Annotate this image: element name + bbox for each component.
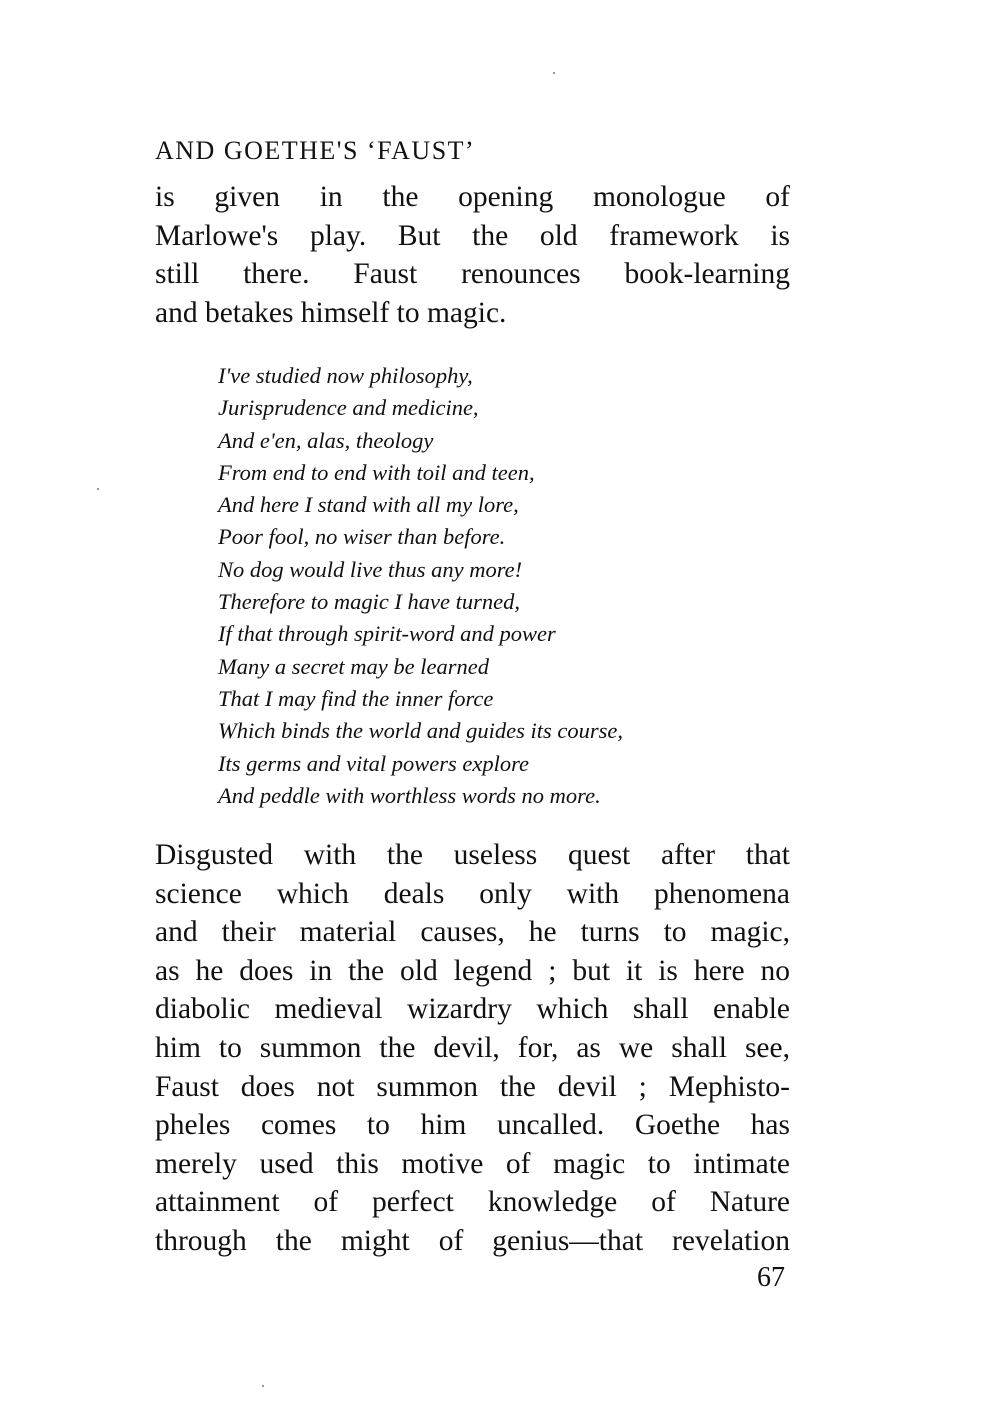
- text-line: him to summon the devil, for, as we shall see,: [155, 1031, 790, 1064]
- verse-line: From end to end with toil and teen,: [218, 459, 535, 485]
- verse-line: Therefore to magic I have turned,: [218, 589, 521, 615]
- text-line: Marlowe's play. But the old framework is: [155, 219, 790, 252]
- text-line: Disgusted with the useless quest after that: [155, 839, 790, 871]
- verse-line: And e'en, alas, theology: [218, 427, 434, 453]
- text-line: Faust does not summon the devil ; Mephisto-: [155, 1070, 790, 1103]
- verse-line: And here I stand with all my lore,: [218, 492, 519, 518]
- paragraph-2: [155, 836, 790, 1261]
- verse-line: Many a secret may be learned: [218, 653, 489, 679]
- verse-line: Which binds the world and guides its course,: [218, 718, 623, 744]
- verse-line: That I may find the inner force: [218, 685, 494, 711]
- verse-quotation: [218, 360, 623, 812]
- text-line: pheles comes to him uncalled. Goethe has: [155, 1109, 790, 1142]
- scan-speck: [553, 72, 555, 74]
- text-line: as he does in the old legend ; but it is here no: [155, 954, 790, 987]
- text-line: and betakes himself to magic.: [155, 296, 507, 329]
- text-line: diabolic medieval wizardry which shall enable: [155, 993, 790, 1026]
- text-line: science which deals only with phenomena: [155, 877, 790, 910]
- verse-line: I've studied now philosophy,: [218, 363, 473, 388]
- verse-line: And peddle with worthless words no more.: [218, 782, 601, 808]
- text-line: and their material causes, he turns to magic,: [155, 916, 790, 949]
- text-line: is given in the opening monologue of: [155, 181, 790, 213]
- scan-speck: [262, 1385, 264, 1387]
- text-line: still there. Faust renounces book-learning: [155, 258, 790, 291]
- running-header: AND GOETHE'S ‘FAUST’: [155, 136, 476, 165]
- verse-line: Its germs and vital powers explore: [218, 750, 530, 776]
- verse-line: Poor fool, no wiser than before.: [218, 524, 506, 550]
- verse-line: Jurisprudence and medicine,: [218, 395, 479, 421]
- paragraph-1: [155, 178, 790, 332]
- verse-line: If that through spirit-word and power: [218, 621, 556, 647]
- verse-line: No dog would live thus any more!: [218, 556, 523, 582]
- text-line: attainment of perfect knowledge of Nature: [155, 1186, 790, 1219]
- page-number: 67: [757, 1262, 785, 1293]
- text-line: through the might of genius—that revelation: [155, 1224, 790, 1257]
- text-line: merely used this motive of magic to intimate: [155, 1147, 790, 1180]
- scan-speck: [97, 488, 99, 490]
